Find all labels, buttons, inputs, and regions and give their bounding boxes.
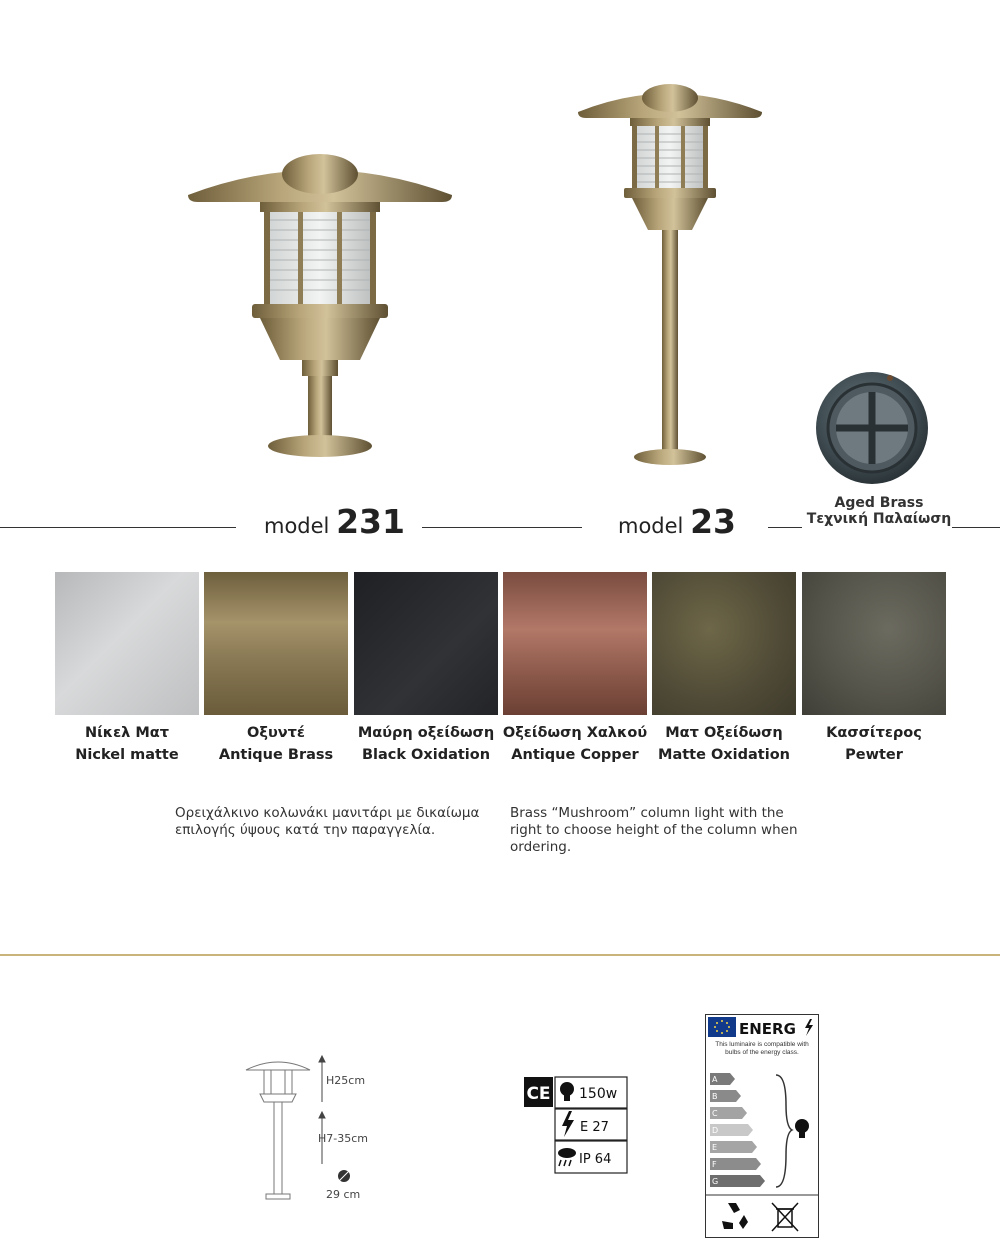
- aged-brass-sample-image: [812, 362, 932, 490]
- model-prefix: model: [618, 514, 684, 538]
- finish-label-antique-brass: [201, 722, 351, 766]
- aged-brass-caption: [806, 495, 952, 527]
- weee-bin-icon: [772, 1203, 798, 1231]
- finish-greek: Οξυντέ: [247, 725, 305, 741]
- finish-greek: Νίκελ Ματ: [84, 725, 170, 741]
- energy-bracket: [776, 1075, 792, 1187]
- ip-value: IP 64: [579, 1152, 612, 1167]
- finish-swatch-nickel-matte: [55, 572, 199, 715]
- description-english: Brass “Mushroom” column light with the right to choose height of the column when ordering.: [510, 805, 798, 855]
- model-number: 23: [690, 502, 737, 541]
- energy-class-a: A: [712, 1075, 718, 1084]
- aged-brass-english: Aged Brass: [834, 495, 924, 511]
- finish-english: Nickel matte: [75, 747, 179, 763]
- finish-english: Antique Brass: [218, 747, 334, 763]
- energy-class-d: D: [712, 1126, 719, 1135]
- finish-swatch-matte-oxidation: [652, 572, 796, 715]
- description-greek: Ορειχάλκινο κολωνάκι μανιτάρι με δικαίωμα επιλογής ύψους κατά την παραγγελία.: [175, 805, 480, 838]
- finish-greek: Ματ Οξείδωση: [665, 725, 783, 741]
- finish-swatch-pewter: [802, 572, 946, 715]
- section-divider-gold: [0, 954, 1000, 956]
- model-divider-line: [0, 527, 236, 528]
- finish-label-matte-oxidation: [649, 722, 799, 766]
- finish-label-nickel-matte: [52, 722, 202, 766]
- lamp-image-model-23: [570, 80, 770, 472]
- finish-swatch-black-oxidation: [354, 572, 498, 715]
- finish-swatch-antique-copper: [503, 572, 647, 715]
- rain-cloud-icon: [558, 1148, 576, 1166]
- finish-greek: Κασσίτερος: [826, 725, 922, 741]
- energy-class-f: F: [712, 1160, 717, 1169]
- finish-greek: Μαύρη οξείδωση: [357, 725, 495, 741]
- energy-note: This luminaire is compatible with bulbs of the energy class.: [715, 1041, 809, 1056]
- diameter-value: 29 cm: [326, 1188, 361, 1201]
- model-231-label: [264, 502, 405, 541]
- model-23-label: [618, 502, 736, 541]
- energy-class-b: B: [712, 1092, 718, 1101]
- model-divider-line: [768, 527, 802, 528]
- finish-english: Antique Copper: [511, 747, 639, 763]
- power-value: 150w: [579, 1086, 618, 1102]
- energy-class-g: G: [712, 1177, 719, 1186]
- finish-label-antique-copper: [500, 722, 650, 766]
- column-height-value: H7-35cm: [318, 1132, 368, 1145]
- energy-label: [705, 1014, 819, 1238]
- recycle-icon: [722, 1203, 748, 1229]
- socket-value: E 27: [580, 1120, 609, 1135]
- finish-label-black-oxidation: [351, 722, 501, 766]
- bulb-icon: [560, 1082, 574, 1101]
- head-height-value: H25cm: [326, 1074, 366, 1087]
- model-number: 231: [336, 502, 405, 541]
- finish-english: Matte Oxidation: [658, 747, 790, 763]
- finish-english: Black Oxidation: [361, 747, 491, 763]
- finish-label-pewter: [799, 722, 949, 766]
- energy-title: ENERG: [739, 1020, 796, 1038]
- lightning-icon: [562, 1111, 574, 1137]
- energy-class-c: C: [712, 1109, 718, 1118]
- diameter-icon: [336, 1168, 352, 1184]
- energy-lightning-icon: [805, 1019, 813, 1036]
- ce-mark: CE: [526, 1084, 551, 1104]
- finish-english: Pewter: [845, 747, 903, 763]
- model-divider-line: [952, 527, 1000, 528]
- dimension-drawing: [238, 1052, 378, 1208]
- energy-class-e: E: [712, 1143, 718, 1152]
- spec-box: [524, 1076, 630, 1180]
- aged-brass-greek: Τεχνική Παλαίωση: [806, 511, 952, 527]
- model-divider-line: [422, 527, 582, 528]
- finish-greek: Οξείδωση Χαλκού: [502, 725, 648, 741]
- model-prefix: model: [264, 514, 330, 538]
- energy-bulb-icon: [795, 1119, 809, 1138]
- lamp-image-model-231: [180, 150, 460, 465]
- finish-swatch-antique-brass: [204, 572, 348, 715]
